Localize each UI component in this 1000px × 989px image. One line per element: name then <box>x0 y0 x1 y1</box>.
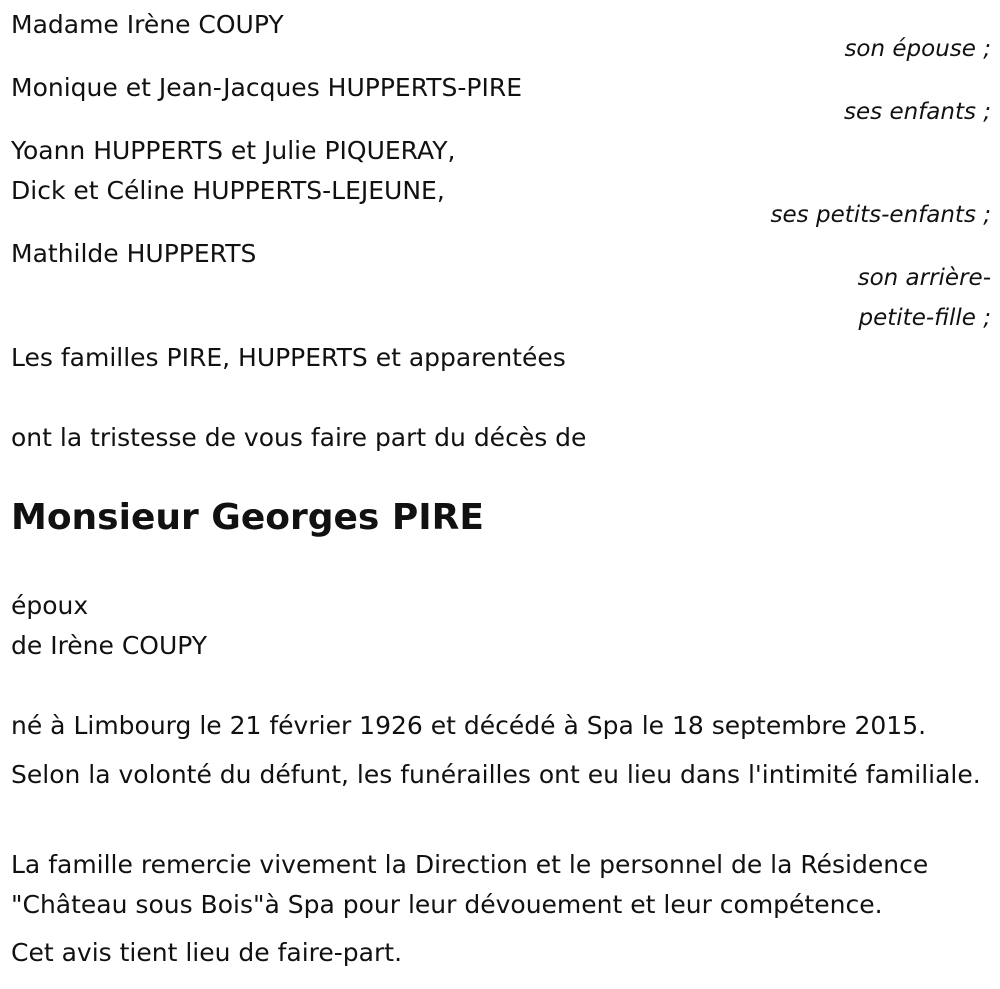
announcement: ont la tristesse de vous faire part du décès de <box>11 423 587 452</box>
family-name-line: Yoann HUPPERTS et Julie PIQUERAY, <box>11 136 456 165</box>
family-name-line: Madame Irène COUPY <box>11 10 284 39</box>
families-line: Les familles PIRE, HUPPERTS et apparentées <box>11 343 566 372</box>
family-relation: ses petits-enfants ; <box>770 202 991 228</box>
family-relation: son épouse ; <box>844 36 991 62</box>
family-name-line: Dick et Céline HUPPERTS-LEJEUNE, <box>11 176 445 205</box>
family-relation: petite-fille ; <box>858 305 991 331</box>
closing-line: Cet avis tient lieu de faire-part. <box>11 938 403 967</box>
family-name-line: Mathilde HUPPERTS <box>11 239 257 268</box>
spouse-line: de Irène COUPY <box>11 631 208 660</box>
funeral-paragraph: Selon la volonté du défunt, les funérailles ont eu lieu dans l'intimité familiale. <box>11 760 981 789</box>
family-name-line: Monique et Jean-Jacques HUPPERTS-PIRE <box>11 73 523 102</box>
family-relation: ses enfants ; <box>844 99 991 125</box>
birth-death-line: né à Limbourg le 21 février 1926 et décédé à Spa le 18 septembre 2015. <box>11 711 927 740</box>
thanks-paragraph: La famille remercie vivement la Direction et le personnel de la Résidence "Château sous Bois"à Spa pour leur dévouement et leur compétence. <box>11 850 929 919</box>
spouse-line: époux <box>11 591 89 620</box>
family-relation: son arrière- <box>857 265 991 291</box>
deceased-name: Monsieur Georges PIRE <box>11 497 484 538</box>
